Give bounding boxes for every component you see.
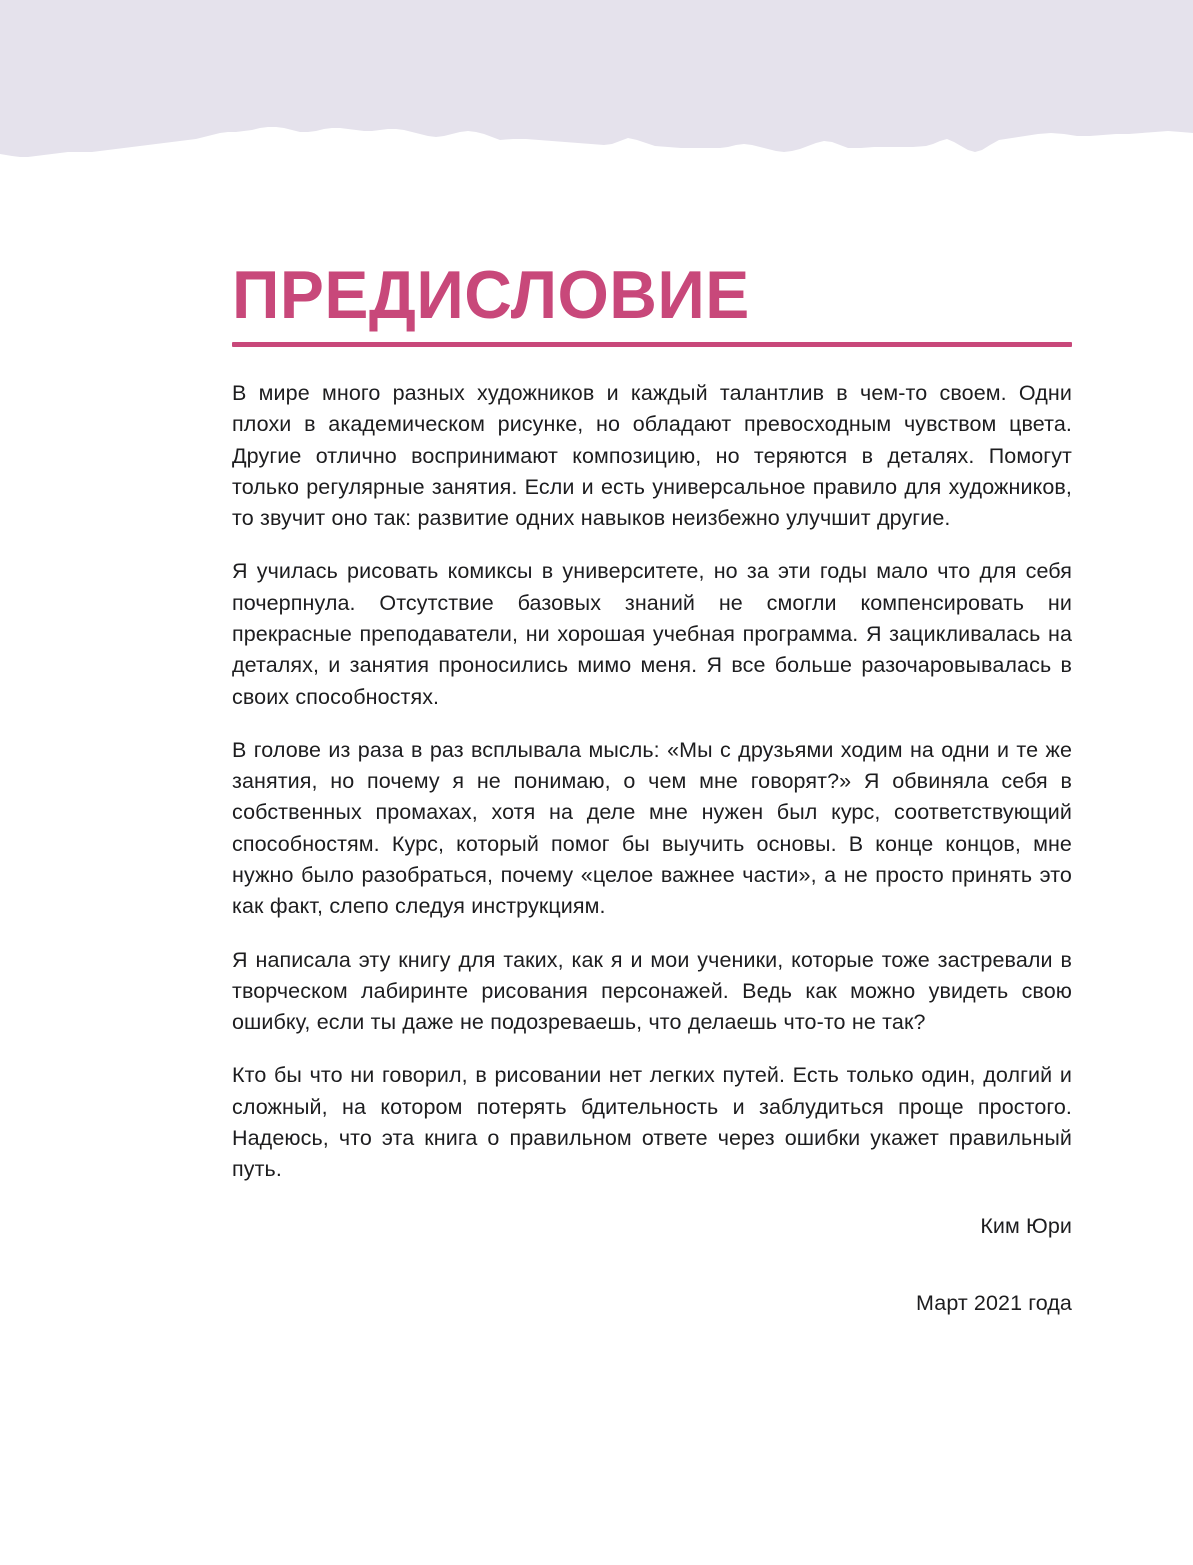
page-title: ПРЕДИСЛОВИЕ — [232, 257, 750, 333]
paragraph: Я училась рисовать комиксы в университете, но за эти годы мало что для себя почерпнула. Отсутствие базовых знаний не смогли компенсировать ни прекрасные преподаватели, ни хорошая учебная программа. Я зацикливалась на деталях, и занятия проносились мимо меня. Я все больше разочаровывалась в своих способностях. — [232, 559, 1072, 709]
paragraph: Я написала эту книгу для таких, как я и мои ученики, которые тоже застревали в творческом лабиринте рисования персонажей. Ведь как можно увидеть свою ошибку, если ты даже не подозреваешь, что делаешь что-то не так? — [232, 947, 1072, 1035]
title-block — [232, 257, 1072, 347]
body-copy — [232, 378, 1072, 1185]
paragraph: Кто бы что ни говорил, в рисовании нет легких путей. Есть только один, долгий и сложный, на котором потерять бдительность и заблудиться проще простого. Надеюсь, что эта книга о правильном ответе через ошибки укажет правильный путь. — [232, 1063, 1072, 1182]
title-divider-rule — [232, 342, 1072, 347]
signature-date: Март 2021 года — [916, 1291, 1072, 1316]
paragraph: В мире много разных художников и каждый талантлив в чем-то своем. Одни плохи в академическом рисунке, но обладают превосходным чувством цвета. Другие отлично воспринимают композицию, но теряются в деталях. Помогут только регулярные занятия. Если и есть универсальное правило для художников, то звучит оно так: развитие одних навыков неизбежно улучшит другие. — [232, 381, 1072, 531]
signature-block — [232, 1211, 1072, 1319]
paragraph: В голове из раза в раз всплывала мысль: «Мы с друзьями ходим на одни и те же занятия, но почему я не понимаю, о чем мне говорят?» Я обвиняла себя в собственных промахах, хотя на деле мне нужен был курс, соответствующий способностям. Курс, который помог бы выучить основы. В конце концов, мне нужно было разобраться, почему «целое важнее части», а не просто принять это как факт, слепо следуя инструкциям. — [232, 737, 1072, 919]
signature-author: Ким Юри — [980, 1214, 1072, 1238]
